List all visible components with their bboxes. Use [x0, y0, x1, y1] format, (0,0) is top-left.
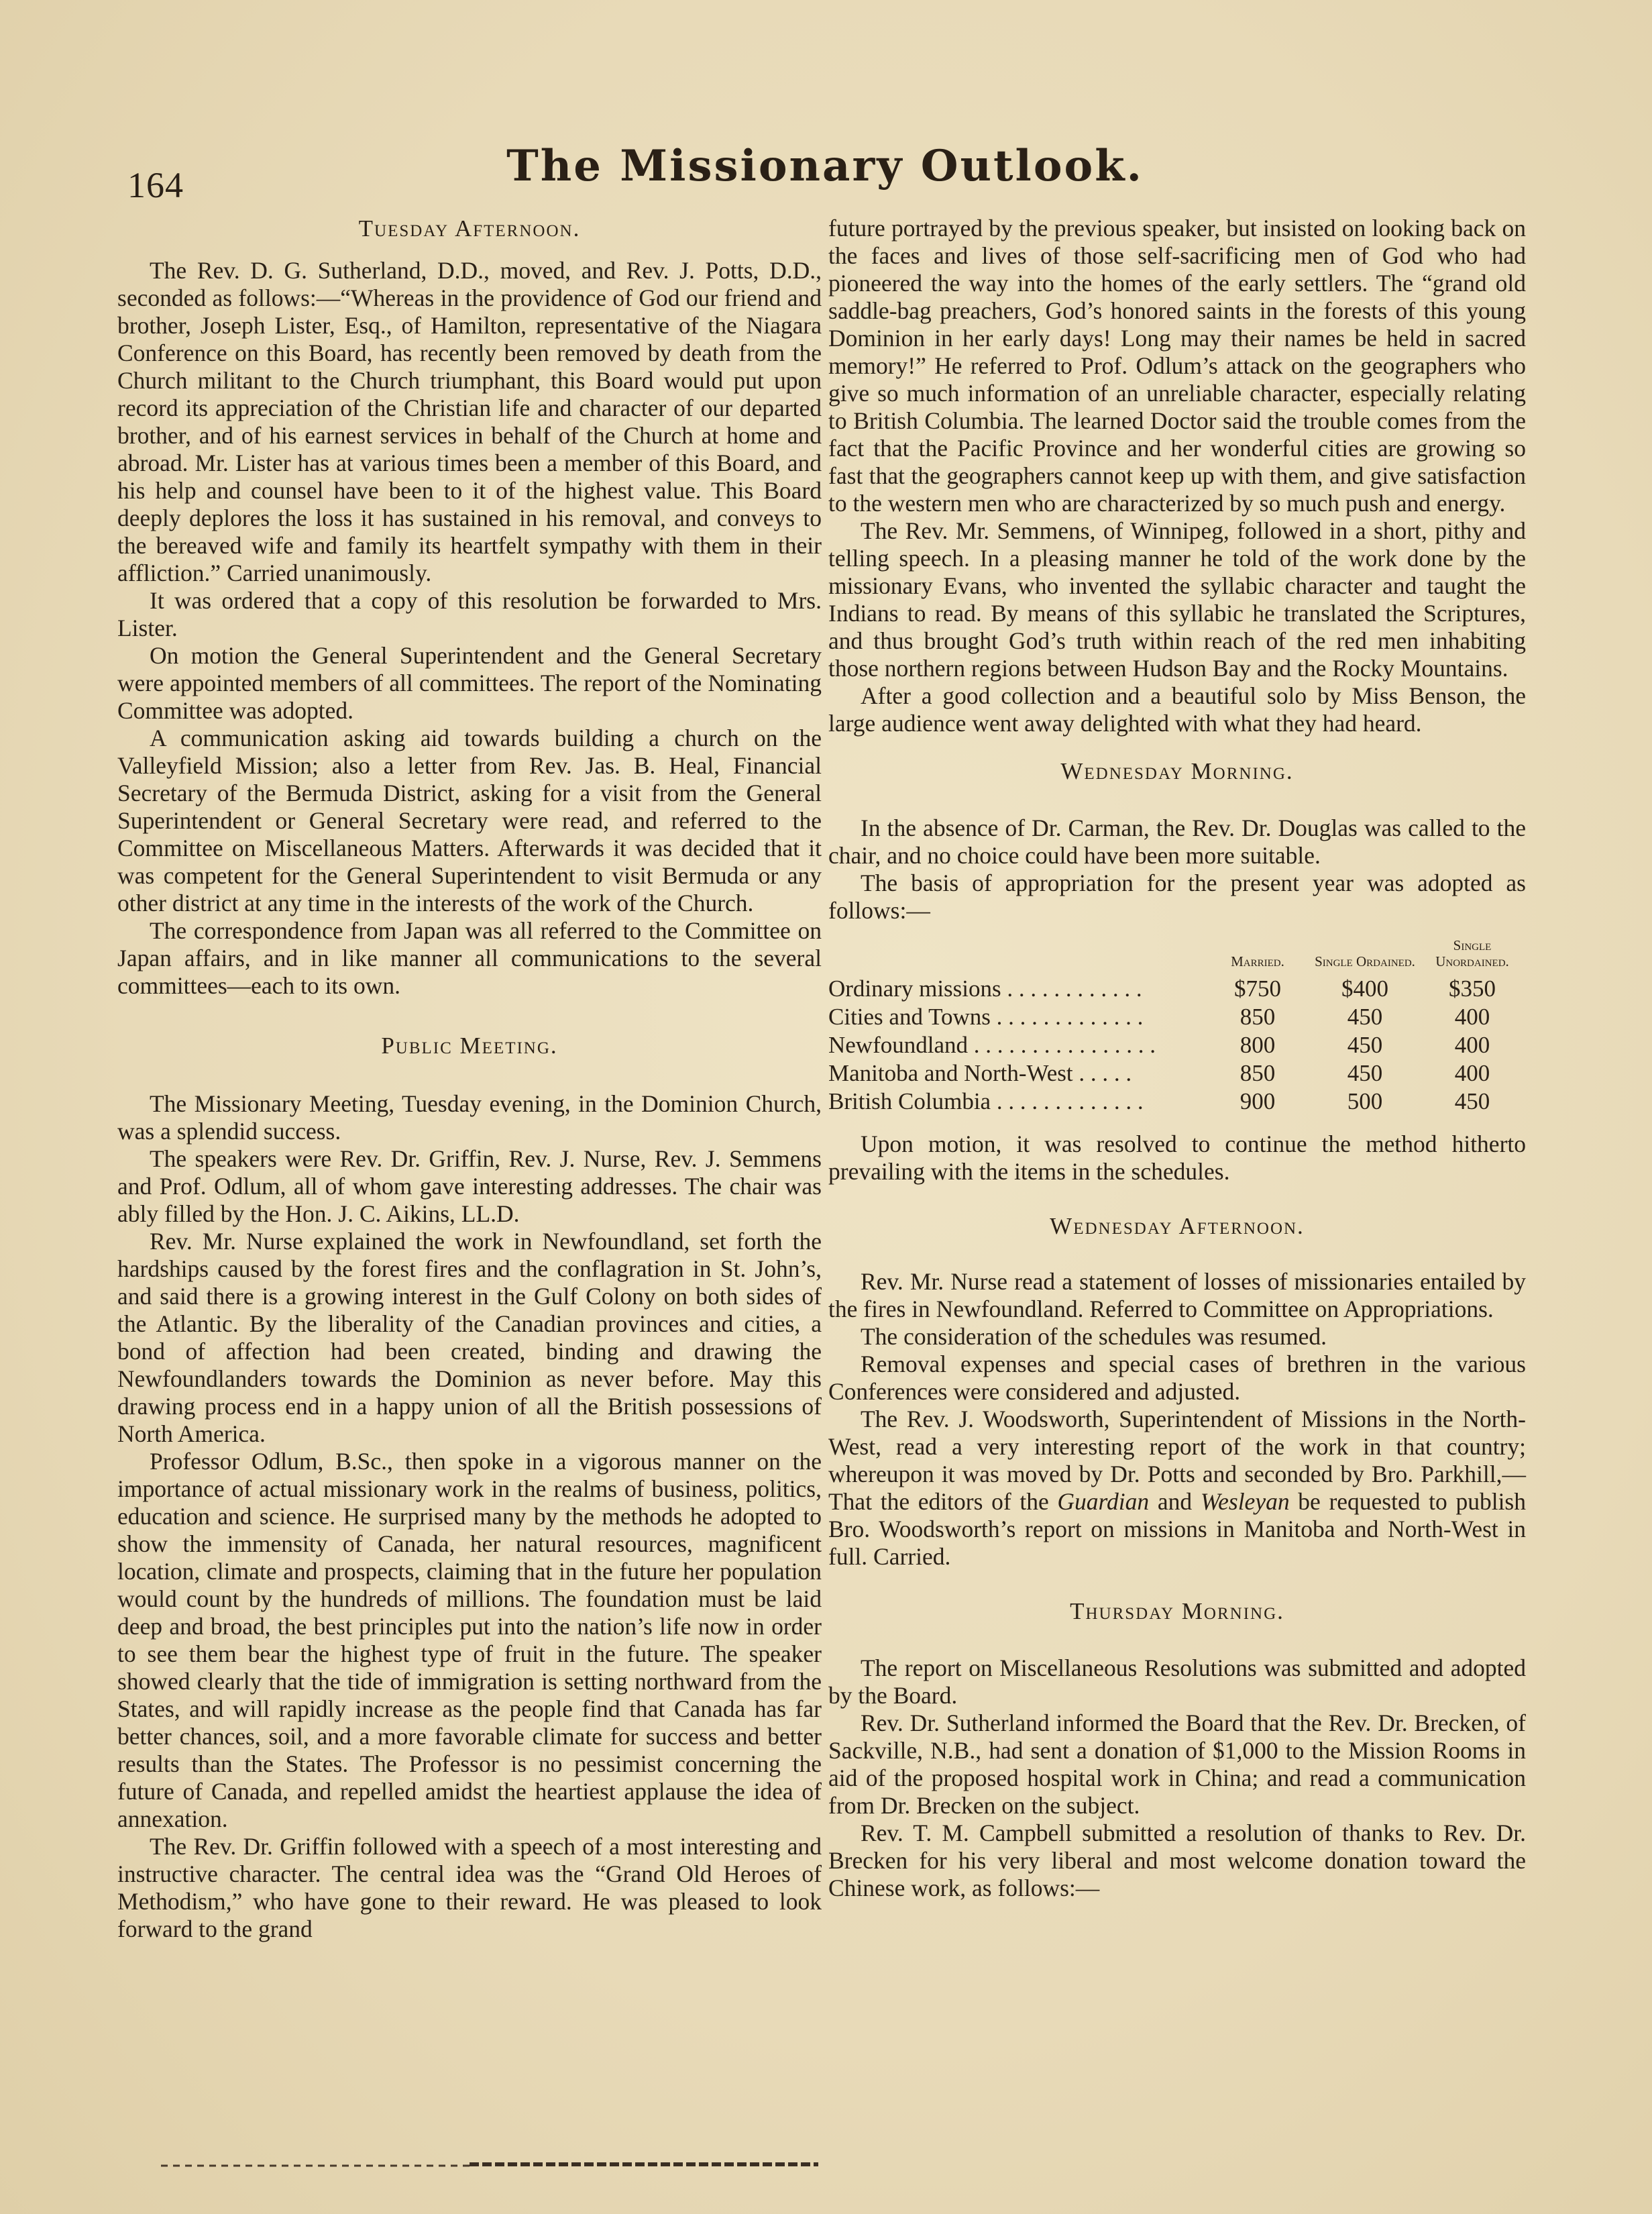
left-column [117, 215, 822, 1943]
ornament-rule-icon [161, 2154, 818, 2174]
table-header-row [828, 937, 1526, 975]
section-heading-wednesday-afternoon: Wednesday Afternoon. [1050, 1213, 1305, 1239]
paragraph: The correspondence from Japan was all referred to the Committee on Japan affairs, and in like manner all communications to the several committees—each to its own. [117, 917, 822, 999]
table-cell: 500 [1347, 1088, 1383, 1114]
paragraph: The consideration of the schedules was resumed. [861, 1323, 1327, 1350]
section-heading-tuesday-afternoon: Tuesday Afternoon. [358, 215, 581, 242]
paragraph: future portrayed by the previous speaker, but insisted on looking back on the faces and lives of those self-sacrificing men of God who had pioneered the way into the homes of the early settlers. The “grand old saddle-bag preachers, God’s honored saints in the forests of this young Dominion in her early days! Long may their names be held in sacred memory!” He referred to Prof. Odlum’s attack on the geographers who give so much information of an unreliable character, especially relating to British Columbia. The learned Doctor said the trouble comes from the fact that the Pacific Province and her wonderful cities are growing so fast that the geographers cannot keep up with them, and give satisfaction to the western men who are characterized by so much push and energy. [828, 215, 1526, 517]
section-heading-thursday-morning: Thursday Morning. [1070, 1598, 1284, 1624]
paragraph: The basis of appropriation for the present year was adopted as follows:— [828, 869, 1526, 924]
table-cell: Ordinary missions . . . . . . . . . . . . [828, 976, 1142, 1002]
italic-title-guardian: Guardian [1057, 1488, 1150, 1515]
paragraph: A communication asking aid towards building a church on the Valleyfield Mission; also a letter from Rev. Jas. B. Heal, Financial Secretary of the Bermuda District, asking for a visit from the General Superintendent or General Secretary were read, and referred to the Committee on Miscellaneous Matters. Afterwards it was decided that it was competent for the General Superintendent to visit Bermuda or any other district at any time in the interests of the work of the Church. [117, 725, 822, 916]
table-cell: $350 [1449, 976, 1496, 1002]
table-cell: 450 [1454, 1088, 1490, 1114]
paragraph: Professor Odlum, B.Sc., then spoke in a vigorous manner on the importance of actual missionary work in the realms of business, politics, education and science. He surprised many by the methods he adopted to show the immensity of Canada, her natural resources, magnificent location, climate and prospects, claiming that in the future her population would count by the hundreds of millions. The foundation must be laid deep and broad, the best principles put into the nation’s life now in order to see them bear the highest type of fruit in the future. The speaker showed clearly that the tide of immigration is setting northward from the States, and will rapidly increase as the people find that Canada has far better chances, soil, and a more favorable climate for success and better results than the States. The Professor is no pessimist concerning the future of Canada, and repelled amidst the heartiest applause the idea of annexation. [117, 1448, 822, 1832]
table-header [828, 937, 1204, 975]
table-cell: 400 [1454, 1060, 1490, 1086]
page-number: 164 [127, 165, 184, 205]
table-cell: 450 [1347, 1060, 1383, 1086]
table-cell: 400 [1454, 1004, 1490, 1030]
table-header: Single Unordained. [1435, 937, 1509, 969]
paragraph: After a good collection and a beautiful solo by Miss Benson, the large audience went away delighted with what they had heard. [828, 682, 1526, 737]
paragraph [828, 1406, 1526, 1571]
table-row [828, 975, 1526, 1003]
paragraph: It was ordered that a copy of this resolution be forwarded to Mrs. Lister. [117, 587, 822, 641]
paragraph: Rev. Mr. Nurse explained the work in Newfoundland, set forth the hardships caused by the forest fires and the conflagration in St. John’s, and said there is a growing interest in the Gulf Colony on both sides of the Atlantic. By the liberality of the Canadian provinces and cities, a bond of affection had been created, binding and drawing the Newfoundlanders towards the Dominion as never before. May this drawing process end in a happy union of all the British possessions of North America. [117, 1228, 822, 1447]
paragraph: The Rev. Dr. Griffin followed with a speech of a most interesting and instructive character. The central idea was the “Grand Old Heroes of Methodism,” who have gone to their reward. He was pleased to look forward to the grand [117, 1833, 822, 1942]
paragraph: The Rev. D. G. Sutherland, D.D., moved, and Rev. J. Potts, D.D., seconded as follows:—“Whereas in the providence of God our friend and brother, Joseph Lister, Esq., of Hamilton, representative of the Niagara Conference on this Board, has recently been removed by death from the Church militant to the Church triumphant, this Board would put upon record its appreciation of the Christian life and character of our departed brother, and of his earnest services in behalf of the Church at home and abroad. Mr. Lister has at various times been a member of this Board, and his help and counsel have been to it of the highest value. This Board deeply deplores the loss it has sustained in his removal, and conveys to the bereaved wife and family its heartfelt sympathy with them in their affliction.” Carried unanimously. [117, 257, 822, 586]
appropriation-table [828, 937, 1526, 1116]
table-cell: 400 [1454, 1032, 1490, 1058]
table-cell: 800 [1240, 1032, 1276, 1058]
table-header: Single Ordained. [1315, 953, 1415, 969]
table-row [828, 1088, 1526, 1116]
table-cell: Cities and Towns . . . . . . . . . . . . . [828, 1004, 1144, 1030]
text-run: The Rev. J. Woodsworth, Superintendent of Missions in the North-West, read a very interesting report of the work in that country; whereupon it was moved by Dr. Potts and seconded by Bro. Parkhill,—That the editors of the [828, 1406, 1526, 1515]
table-cell: 850 [1240, 1060, 1276, 1086]
paragraph: In the absence of Dr. Carman, the Rev. Dr. Douglas was called to the chair, and no choice could have been more suitable. [828, 814, 1526, 869]
paragraph: The speakers were Rev. Dr. Griffin, Rev. J. Nurse, Rev. J. Semmens and Prof. Odlum, all of whom gave interesting addresses. The chair was ably filled by the Hon. J. C. Aikins, LL.D. [117, 1145, 822, 1227]
paragraph: The report on Miscellaneous Resolutions was submitted and adopted by the Board. [828, 1654, 1526, 1709]
section-heading-wednesday-morning: Wednesday Morning. [1060, 758, 1294, 784]
italic-title-wesleyan: Wesleyan [1200, 1488, 1290, 1515]
text-run: be requested to publish Bro. Woodsworth’s report on missions in Manitoba and North-West in full. Carried. [828, 1488, 1526, 1570]
table-cell: $750 [1234, 976, 1281, 1002]
table-cell: Newfoundland . . . . . . . . . . . . . . . . [828, 1032, 1156, 1058]
right-column [828, 215, 1526, 1902]
running-title: The Missionary Outlook. [506, 141, 1144, 191]
paragraph: The Rev. Mr. Semmens, of Winnipeg, followed in a short, pithy and telling speech. In a pleasing manner he told of the work done by the missionary Evans, who invented the syllabic character and taught the Indians to read. By means of this syllabic he translated the Scriptures, and thus brought God’s truth within reach of the red men inhabiting those northern regions between Hudson Bay and the Rocky Mountains. [828, 517, 1526, 682]
paragraph: Rev. Mr. Nurse read a statement of losses of missionaries entailed by the fires in Newfoundland. Referred to Committee on Appropriations. [828, 1268, 1526, 1322]
table-row [828, 1003, 1526, 1031]
text-run: and [1149, 1488, 1201, 1515]
table-header: Married. [1231, 953, 1284, 969]
table-row [828, 1059, 1526, 1088]
table-cell: Manitoba and North-West . . . . . [828, 1060, 1132, 1086]
section-heading-public-meeting: Public Meeting. [381, 1033, 558, 1059]
table-cell: 450 [1347, 1004, 1383, 1030]
table-cell: British Columbia . . . . . . . . . . . . . [828, 1088, 1144, 1114]
paragraph: Rev. Dr. Sutherland informed the Board that the Rev. Dr. Brecken, of Sackville, N.B., had sent a donation of $1,000 to the Mission Rooms in aid of the proposed hospital work in China; and read a communication from Dr. Brecken on the subject. [828, 1709, 1526, 1819]
paragraph: Removal expenses and special cases of brethren in the various Conferences were considered and adjusted. [828, 1351, 1526, 1405]
table-cell: 850 [1240, 1004, 1276, 1030]
paragraph: Rev. T. M. Campbell submitted a resolution of thanks to Rev. Dr. Brecken for his very liberal and most welcome donation toward the Chinese work, as follows:— [828, 1820, 1526, 1901]
table-cell: $400 [1341, 976, 1388, 1002]
paragraph: The Missionary Meeting, Tuesday evening, in the Dominion Church, was a splendid success. [117, 1090, 822, 1145]
paragraph: On motion the General Superintendent and the General Secretary were appointed members of all committees. The report of the Nominating Committee was adopted. [117, 642, 822, 724]
page-header [114, 141, 1536, 205]
table-cell: 450 [1347, 1032, 1383, 1058]
table-cell: 900 [1240, 1088, 1276, 1114]
paragraph: Upon motion, it was resolved to continue the method hitherto prevailing with the items in the schedules. [828, 1130, 1526, 1185]
footer-ornament [161, 2154, 818, 2174]
table-row [828, 1031, 1526, 1059]
